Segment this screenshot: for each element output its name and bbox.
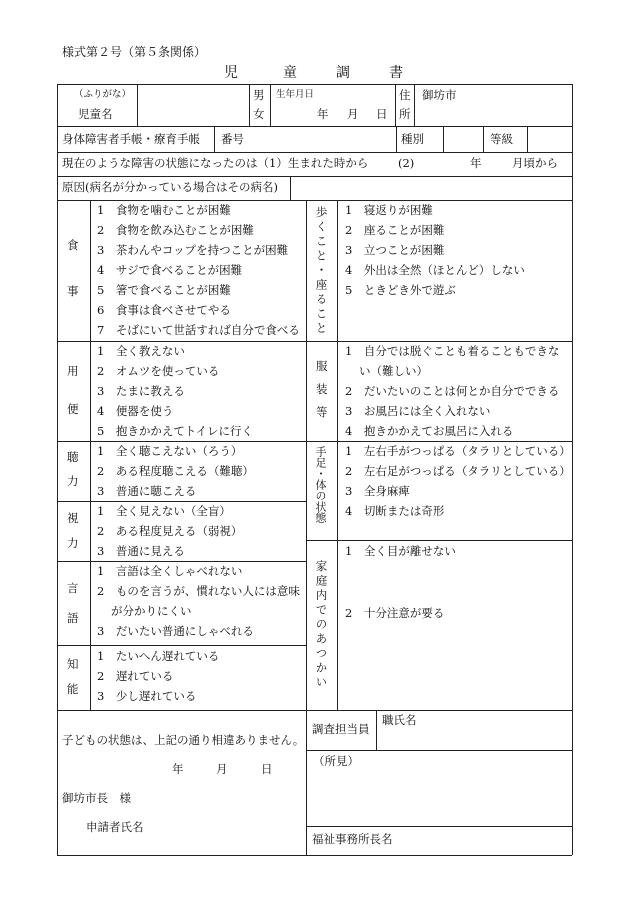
onset-year-label: 年	[470, 156, 482, 170]
applicant-name-label: 申請者氏名	[86, 820, 144, 834]
sex-female-label[interactable]: 女	[253, 107, 265, 121]
limbs-item[interactable]: 3 全身麻痺	[345, 484, 410, 498]
eating-item[interactable]: 1 食物を噛むことが困難	[97, 203, 231, 217]
child-name-label: 児童名	[78, 107, 113, 121]
toilet-item[interactable]: 3 たまに教える	[97, 384, 185, 398]
grade-label: 等級	[490, 132, 513, 146]
notebook-label: 身体障害者手帳・療育手帳	[62, 132, 200, 146]
vision-item[interactable]: 2 ある程度見える（弱視）	[97, 524, 243, 538]
onset-month-label: 月頃から	[512, 156, 558, 170]
clothing-item[interactable]: 3 お風呂には全く入れない	[345, 404, 491, 418]
speech-item-continued: が分かりにくい	[111, 604, 192, 618]
clothing-item[interactable]: 2 だいたいのことは何とか自分でできる	[345, 384, 560, 398]
eating-label-1: 食	[67, 238, 79, 252]
home-label: 家庭内でのあつかい	[314, 560, 329, 691]
dob-label: 生年月日	[276, 89, 315, 100]
opinion-label: （所見）	[313, 754, 359, 768]
walking-item[interactable]: 4 外出は全然（ほとんど）しない	[345, 263, 525, 277]
toilet-item[interactable]: 4 便器を使う	[97, 404, 174, 418]
limbs-item[interactable]: 4 切断または奇形	[345, 504, 445, 518]
vision-item[interactable]: 1 全く見えない（全盲）	[97, 504, 231, 518]
office-head-label: 福祉事務所長名	[312, 832, 393, 846]
form-label: 様式第２号（第５条関係）	[62, 45, 207, 59]
investigator-label: 調査担当員	[312, 722, 370, 736]
onset-option-2[interactable]: (2)	[398, 156, 415, 170]
intellect-item[interactable]: 3 少し遅れている	[97, 689, 197, 703]
vision-item[interactable]: 3 普通に見える	[97, 544, 185, 558]
home-item[interactable]: 2 十分注意が要る	[345, 606, 445, 620]
speech-item[interactable]: 2 ものを言うが、慣れない人には意味	[97, 584, 300, 598]
intellect-label-1: 知	[67, 657, 79, 671]
sex-male-label[interactable]: 男	[253, 88, 265, 102]
address-label-top: 住	[399, 88, 411, 102]
limbs-item[interactable]: 1 左右手がつっぱる（タラリとしている）	[345, 444, 571, 458]
intellect-item[interactable]: 2 遅れている	[97, 669, 174, 683]
dob-month-label: 月	[347, 107, 359, 121]
clothing-label-2: 装	[316, 382, 328, 396]
hearing-item[interactable]: 3 普通に聴こえる	[97, 484, 197, 498]
speech-label-2: 語	[67, 611, 79, 625]
cause-label: 原因(病名が分かっている場合はその病名)	[62, 180, 278, 194]
address-label-bottom: 所	[399, 107, 411, 121]
clothing-label-3: 等	[316, 405, 328, 419]
walking-item[interactable]: 5 ときどき外で遊ぶ	[345, 283, 456, 297]
mayor-addressee: 御坊市長 様	[62, 791, 131, 805]
clothing-label-1: 服	[316, 359, 328, 373]
eating-item[interactable]: 6 食事は食べさせてやる	[97, 303, 231, 317]
speech-label-1: 言	[67, 581, 79, 595]
footer-year-label: 年	[172, 762, 184, 776]
number-label: 番号	[221, 132, 244, 146]
eating-item[interactable]: 3 茶わんやコップを持つことが困難	[97, 243, 289, 257]
hearing-item[interactable]: 1 全く聴こえない（ろう）	[97, 444, 243, 458]
toilet-item[interactable]: 5 抱きかかえてトイレに行く	[97, 424, 254, 438]
walking-item[interactable]: 1 寝返りが困難	[345, 203, 433, 217]
title-char-2: 童	[283, 65, 297, 81]
dob-year-label: 年	[317, 107, 329, 121]
furigana-label: （ふりがな）	[74, 89, 132, 100]
vision-label-1: 視	[67, 511, 79, 525]
toilet-label-1: 用	[67, 364, 79, 378]
toilet-label-2: 便	[67, 402, 79, 416]
limbs-item[interactable]: 2 左右足がつっぱる（タラリとしている）	[345, 464, 571, 478]
vision-label-2: 力	[67, 536, 79, 550]
address-value[interactable]: 御坊市	[422, 88, 457, 102]
walking-item[interactable]: 2 座ることが困難	[345, 223, 445, 237]
walking-item[interactable]: 3 立つことが困難	[345, 243, 445, 257]
home-item[interactable]: 1 全く目が離せない	[345, 544, 456, 558]
speech-item[interactable]: 3 だいたい普通にしゃべれる	[97, 624, 254, 638]
title-char-3: 調	[336, 65, 350, 81]
title-char-1: 児	[224, 65, 238, 81]
official-name-label: 職氏名	[382, 713, 417, 727]
hearing-label-1: 聴	[67, 450, 79, 464]
footer-month-label: 月	[216, 762, 228, 776]
statement-text: 子どもの状態は、上記の通り相違ありません。	[62, 733, 305, 747]
clothing-item[interactable]: 1 自分では脱ぐことも着ることもできな	[345, 344, 560, 358]
toilet-item[interactable]: 2 オムツを使っている	[97, 364, 220, 378]
hearing-item[interactable]: 2 ある程度聴こえる（難聴）	[97, 464, 254, 478]
child-name-field[interactable]	[138, 85, 248, 125]
type-label: 種別	[401, 132, 424, 146]
eating-item[interactable]: 4 サジで食べることが困難	[97, 263, 243, 277]
clothing-item-continued: い（難しい）	[359, 364, 428, 378]
onset-label: 現在のような障害の状態になったのは（1）生まれた時から	[62, 156, 369, 170]
hearing-label-2: 力	[67, 474, 79, 488]
eating-label-2: 事	[67, 284, 79, 298]
clothing-item[interactable]: 4 抱きかかえてお風呂に入れる	[345, 424, 514, 438]
eating-item[interactable]: 5 箸で食べることが困難	[97, 283, 231, 297]
speech-item[interactable]: 1 言語は全くしゃべれない	[97, 564, 243, 578]
footer-day-label: 日	[261, 762, 273, 776]
dob-day-label: 日	[376, 107, 388, 121]
limbs-label: 手足・体の状態	[314, 446, 327, 523]
toilet-item[interactable]: 1 全く教えない	[97, 344, 185, 358]
title-char-4: 書	[389, 65, 403, 81]
eating-item[interactable]: 7 そばにいて世話すれば自分で食べる	[97, 323, 300, 337]
eating-item[interactable]: 2 食物を飲み込むことが困難	[97, 223, 254, 237]
intellect-item[interactable]: 1 たいへん遅れている	[97, 649, 220, 663]
intellect-label-2: 能	[67, 682, 79, 696]
walking-label: 歩くこと・座ること	[314, 206, 329, 337]
